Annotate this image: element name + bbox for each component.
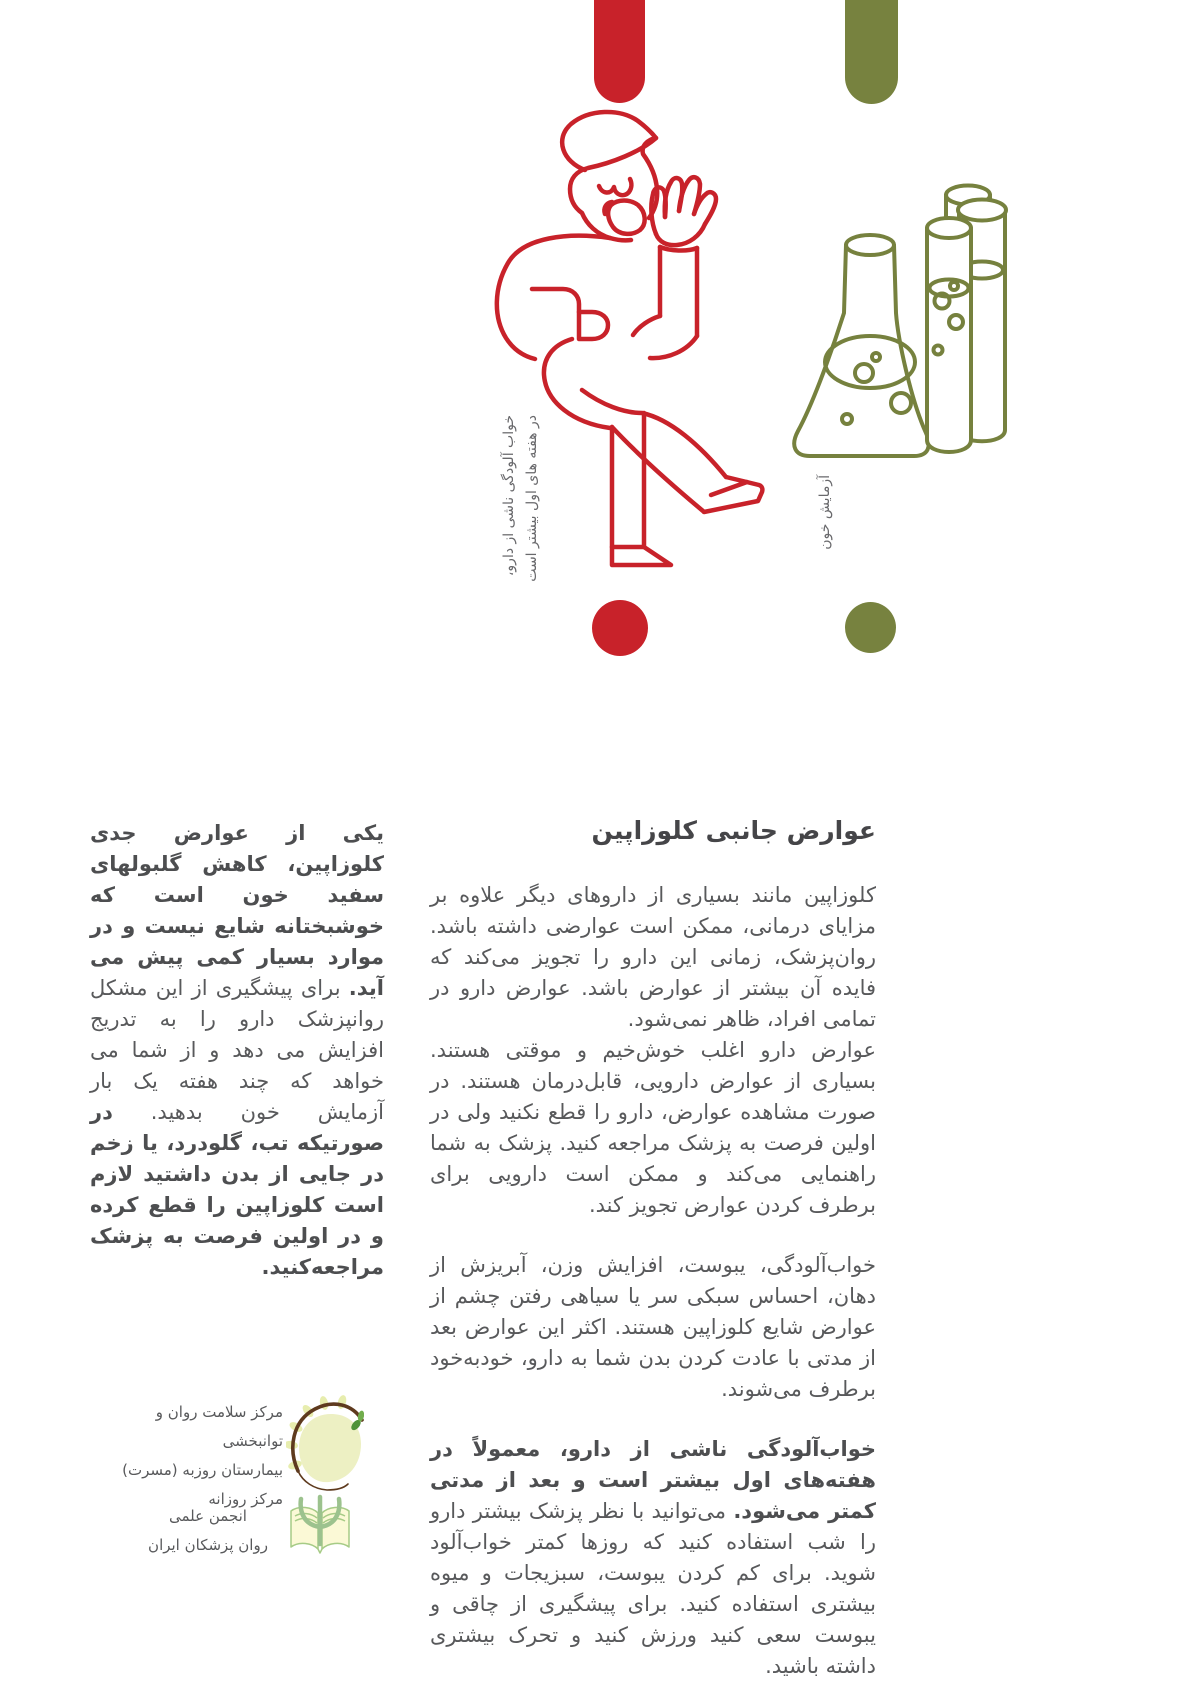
side-note-bold-1: یکی از عوارض جدی کلوزاپین، کاهش گلبولهای سفید خون است که خوشبختانه شایع نیست و در موارد بسیار کمی پیش می آید. (90, 821, 384, 1000)
day-center-line2: بیمارستان روزبه (مسرت) (122, 1461, 283, 1479)
main-text-column (430, 815, 876, 1682)
top-olive-bar (845, 0, 898, 104)
paragraph-4-regular: می‌توانید با نظر پزشک بیشتر دارو را شب استفاده کنید که روزها کمتر خواب‌آلود شوید. برای کم کردن یبوست، سبزیجات و میوه بیشتری استفاده کنید. برای پیشگیری از چاقی و یبوست سعی کنید ورزش کنید و تحرک بیشتری داشته باشید. (430, 1499, 876, 1678)
sun-fruit-logo-icon (286, 1395, 364, 1495)
page-title: عوارض جانبی کلوزاپین (591, 816, 876, 845)
book-psi-logo-icon (288, 1492, 352, 1556)
side-note-bold-2: در صورتیکه تب، گلودرد، یا زخم در جایی از بدن داشتید لازم است کلوزاپین را قطع کرده و در اولین فرصت به پزشک مراجعه‌کنید. (90, 1100, 384, 1279)
day-center-name (108, 1398, 283, 1514)
paragraph-3: خواب‌آلودگی، یبوست، افزایش وزن، آبریزش از دهان، احساس سبکی سر یا سیاهی رفتن چشم از عوارض شایع کلوزاپین هستند. اکثر این عوارض بعد از مدتی با عادت کردن بدن شما به دارو، خودبه‌خود برطرف می‌شوند. (430, 1253, 876, 1401)
red-dot (592, 600, 648, 656)
day-center-line3: مرکز روزانه (208, 1490, 283, 1508)
side-note-regular-1: برای پیشگیری از این مشکل روانپزشک دارو را به تدریج افزایش می دهد و از شما می خواهد که چند هفته یک بار آزمایش خون بدهید. (90, 976, 384, 1124)
lab-flasks-icon (718, 150, 1053, 480)
association-name (128, 1502, 288, 1560)
person-caption-line2: در هفته های اول بیشتر است (524, 415, 540, 582)
association-line1: انجمن علمی (169, 1507, 247, 1525)
top-red-bar (594, 0, 645, 103)
association-line2: روان پزشکان ایران (148, 1536, 268, 1554)
paragraph-2: عوارض دارو اغلب خوش‌خیم و موقتی هستند. بسیاری از عوارض دارویی، قابل‌درمان هستند. در صورت مشاهده عوارض، دارو را قطع نکنید ولی در اولین فرصت به پزشک مراجعه کنید. پزشک به شما راهنمایی می‌کند و ممکن است دارویی برای برطرف کردن عوارض تجویز کند. (430, 1038, 876, 1217)
olive-dot (845, 602, 896, 653)
paragraph-4 (430, 1434, 876, 1682)
side-note-column (90, 818, 384, 1283)
paragraph-1: کلوزاپین مانند بسیاری از داروهای دیگر علاوه بر مزایای درمانی، ممکن است عوارضی داشته باشد. روان‌پزشک، زمانی این دارو را تجویز می‌کند که فایده آن بیشتر از عوارض باشد. عوارض دارو در تمامی افراد، ظاهر نمی‌شود. (430, 883, 876, 1031)
flask-caption: آزمایش خون (817, 475, 833, 550)
person-caption (498, 415, 544, 615)
person-caption-line1: خواب آلودگی ناشی از دارو، (501, 415, 517, 577)
day-center-line1: مرکز سلامت روان و توانبخشی (155, 1403, 283, 1450)
paragraph-4-bold: خواب‌آلودگی ناشی از دارو، معمولاً در هفته‌های اول بیشتر است و بعد از مدتی کمتر می‌شود. (430, 1437, 876, 1523)
